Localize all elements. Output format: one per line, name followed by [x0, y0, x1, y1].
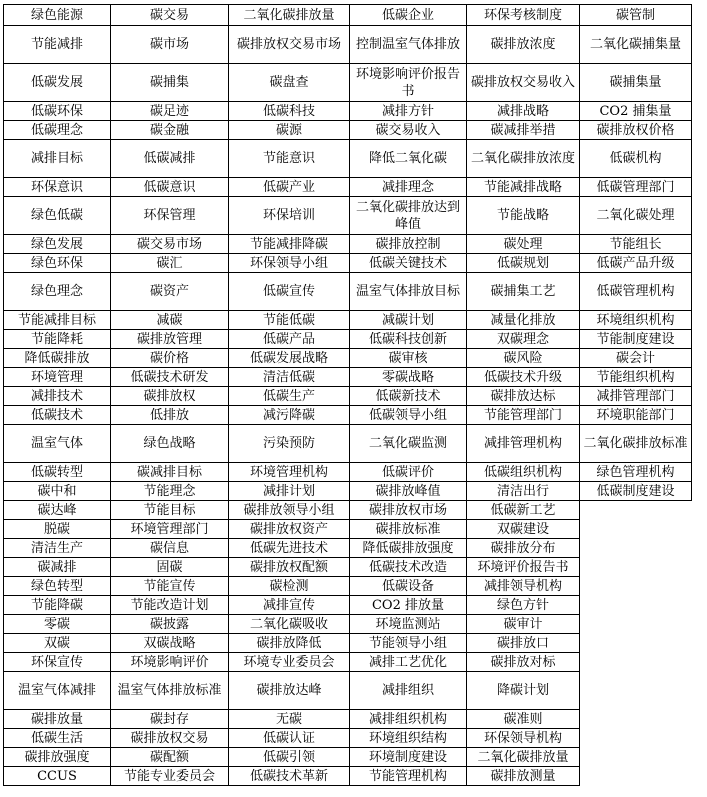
table-cell: 节能管理机构: [350, 767, 467, 786]
table-cell: 碳资产: [111, 273, 229, 311]
table-cell: 节能领导小组: [350, 634, 467, 653]
table-cell: 碳排放权配额: [229, 558, 350, 577]
table-cell: 减排目标: [4, 140, 111, 178]
table-cell: 碳排放权资产: [229, 520, 350, 539]
table-row: [4, 387, 692, 406]
table-cell: 节能组织机构: [580, 368, 692, 387]
table-row: [4, 64, 692, 102]
table-cell: 碳达峰: [4, 501, 111, 520]
table-cell: 节能管理部门: [467, 406, 580, 425]
table-cell: 碳汇: [111, 254, 229, 273]
table-cell: 节能减排: [4, 26, 111, 64]
table-cell: 节能低碳: [229, 311, 350, 330]
table-cell: 绿色低碳: [4, 197, 111, 235]
table-cell: 节能减排目标: [4, 311, 111, 330]
table-cell: 节能宣传: [111, 577, 229, 596]
table-cell: 低碳理念: [4, 121, 111, 140]
table-cell: 二氧化碳排放达到峰值: [350, 197, 467, 235]
table-cell: 减排工艺优化: [350, 653, 467, 672]
table-cell: 碳交易市场: [111, 235, 229, 254]
table-cell: 碳信息: [111, 539, 229, 558]
table-cell: [580, 501, 692, 520]
table-cell: 减排宣传: [229, 596, 350, 615]
table-cell: 碳排放浓度: [467, 26, 580, 64]
table-cell: 减排理念: [350, 178, 467, 197]
table-cell: 碳排放控制: [350, 235, 467, 254]
table-cell: [580, 577, 692, 596]
table-cell: 绿色战略: [111, 425, 229, 463]
table-cell: 低碳机构: [580, 140, 692, 178]
table-cell: 碳金融: [111, 121, 229, 140]
table-cell: 低碳意识: [111, 178, 229, 197]
table-cell: 碳捕集: [111, 64, 229, 102]
table-cell: 节能降耗: [4, 330, 111, 349]
table-cell: 低碳技术革新: [229, 767, 350, 786]
table-cell: 节能减排战略: [467, 178, 580, 197]
table-row: [4, 26, 692, 64]
table-cell: 低碳认证: [229, 729, 350, 748]
table-cell: 固碳: [111, 558, 229, 577]
table-cell: 环境组织结构: [350, 729, 467, 748]
table-cell: 节能战略: [467, 197, 580, 235]
table-row: [4, 539, 692, 558]
table-cell: [580, 539, 692, 558]
table-cell: 节能目标: [111, 501, 229, 520]
table-row: [4, 273, 692, 311]
table-cell: 碳排放领导小组: [229, 501, 350, 520]
table-cell: 减排组织: [350, 672, 467, 710]
table-cell: 碳披露: [111, 615, 229, 634]
table-cell: 低碳领导小组: [350, 406, 467, 425]
table-cell: 碳排放管理: [111, 330, 229, 349]
table-cell: 低排放: [111, 406, 229, 425]
table-cell: [580, 710, 692, 729]
table-cell: 低碳引领: [229, 748, 350, 767]
table-cell: 碳排放峰值: [350, 482, 467, 501]
table-row: [4, 653, 692, 672]
table-cell: 低碳关键技术: [350, 254, 467, 273]
table-row: [4, 121, 692, 140]
table-cell: 低碳管理机构: [580, 273, 692, 311]
table-cell: 碳审计: [467, 615, 580, 634]
table-cell: 低碳技术改造: [350, 558, 467, 577]
table-cell: 环境制度建设: [350, 748, 467, 767]
table-row: [4, 140, 692, 178]
table-cell: 低碳发展: [4, 64, 111, 102]
table-cell: 二氧化碳吸收: [229, 615, 350, 634]
table-cell: 碳市场: [111, 26, 229, 64]
table-row: [4, 672, 692, 710]
table-cell: 低碳发展战略: [229, 349, 350, 368]
table-cell: 双碳战略: [111, 634, 229, 653]
table-cell: 碳减排: [4, 558, 111, 577]
table-cell: 减排技术: [4, 387, 111, 406]
table-cell: 环境管理: [4, 368, 111, 387]
table-cell: [580, 520, 692, 539]
table-cell: 碳排放权交易市场: [229, 26, 350, 64]
table-cell: 低碳产业: [229, 178, 350, 197]
table-cell: 碳会计: [580, 349, 692, 368]
table-cell: 清洁出行: [467, 482, 580, 501]
table-cell: 节能理念: [111, 482, 229, 501]
table-cell: 节能减排降碳: [229, 235, 350, 254]
table-cell: 碳排放权交易: [111, 729, 229, 748]
table-cell: 低碳技术研发: [111, 368, 229, 387]
table-row: [4, 178, 692, 197]
table-cell: 碳减排目标: [111, 463, 229, 482]
table-cell: 环保考核制度: [467, 5, 580, 26]
table-cell: 碳减排举措: [467, 121, 580, 140]
table-cell: 碳源: [229, 121, 350, 140]
table-cell: 污染预防: [229, 425, 350, 463]
table-cell: 控制温室气体排放: [350, 26, 467, 64]
table-cell: 低碳生活: [4, 729, 111, 748]
table-row: [4, 102, 692, 121]
table-cell: 碳准则: [467, 710, 580, 729]
table-cell: 环保领导机构: [467, 729, 580, 748]
table-cell: 环境管理机构: [229, 463, 350, 482]
table-cell: 低碳产品: [229, 330, 350, 349]
table-cell: 减量化排放: [467, 311, 580, 330]
table-cell: 碳审核: [350, 349, 467, 368]
table-row: [4, 5, 692, 26]
table-cell: 环境影响评价: [111, 653, 229, 672]
table-cell: 环保意识: [4, 178, 111, 197]
table-row: [4, 710, 692, 729]
table-row: [4, 748, 692, 767]
table-cell: 碳排放强度: [4, 748, 111, 767]
table-cell: 碳配额: [111, 748, 229, 767]
table-cell: 二氧化碳监测: [350, 425, 467, 463]
table-cell: 低碳设备: [350, 577, 467, 596]
table-cell: 碳检测: [229, 577, 350, 596]
table-cell: 双碳理念: [467, 330, 580, 349]
terms-table-body: [4, 5, 692, 786]
table-cell: 双碳: [4, 634, 111, 653]
table-cell: 低碳减排: [111, 140, 229, 178]
table-cell: 低碳新技术: [350, 387, 467, 406]
table-cell: 减污降碳: [229, 406, 350, 425]
table-cell: 低碳企业: [350, 5, 467, 26]
table-cell: 碳排放口: [467, 634, 580, 653]
table-cell: 低碳先进技术: [229, 539, 350, 558]
table-row: [4, 596, 692, 615]
table-cell: 碳排放权: [111, 387, 229, 406]
carbon-terms-table: [3, 4, 692, 786]
table-cell: 节能意识: [229, 140, 350, 178]
table-cell: 低碳产品升级: [580, 254, 692, 273]
table-cell: 节能降碳: [4, 596, 111, 615]
table-cell: 碳排放降低: [229, 634, 350, 653]
table-cell: 二氧化碳排放量: [229, 5, 350, 26]
table-cell: 碳排放测量: [467, 767, 580, 786]
table-cell: 环保宣传: [4, 653, 111, 672]
table-cell: 无碳: [229, 710, 350, 729]
table-cell: 减排方针: [350, 102, 467, 121]
table-cell: 碳中和: [4, 482, 111, 501]
table-cell: [580, 615, 692, 634]
table-cell: 低碳制度建设: [580, 482, 692, 501]
table-row: [4, 425, 692, 463]
table-row: [4, 577, 692, 596]
table-row: [4, 311, 692, 330]
table-cell: 节能组长: [580, 235, 692, 254]
table-row: [4, 406, 692, 425]
table-cell: 碳管制: [580, 5, 692, 26]
table-cell: [580, 653, 692, 672]
table-cell: 节能专业委员会: [111, 767, 229, 786]
table-cell: 低碳科技创新: [350, 330, 467, 349]
table-cell: 低碳环保: [4, 102, 111, 121]
table-cell: [580, 748, 692, 767]
table-cell: 绿色理念: [4, 273, 111, 311]
table-cell: 碳风险: [467, 349, 580, 368]
table-cell: 二氧化碳排放标准: [580, 425, 692, 463]
table-cell: 降碳计划: [467, 672, 580, 710]
table-cell: 碳盘查: [229, 64, 350, 102]
table-cell: 低碳规划: [467, 254, 580, 273]
table-cell: 低碳评价: [350, 463, 467, 482]
table-cell: 降低碳排放: [4, 349, 111, 368]
table-cell: 减排领导机构: [467, 577, 580, 596]
table-cell: 环境监测站: [350, 615, 467, 634]
table-cell: 碳排放对标: [467, 653, 580, 672]
table-cell: 碳排放分布: [467, 539, 580, 558]
table-cell: 降低二氧化碳: [350, 140, 467, 178]
table-row: [4, 482, 692, 501]
table-cell: [580, 634, 692, 653]
table-cell: 减排管理部门: [580, 387, 692, 406]
table-row: [4, 368, 692, 387]
table-cell: [580, 596, 692, 615]
table-row: [4, 235, 692, 254]
table-cell: 零碳战略: [350, 368, 467, 387]
table-row: [4, 197, 692, 235]
table-row: [4, 349, 692, 368]
table-cell: 环境组织机构: [580, 311, 692, 330]
table-cell: 降低碳排放强度: [350, 539, 467, 558]
table-cell: 减排组织机构: [350, 710, 467, 729]
table-cell: 低碳生产: [229, 387, 350, 406]
table-cell: 碳排放权价格: [580, 121, 692, 140]
table-cell: 清洁生产: [4, 539, 111, 558]
table-cell: 节能制度建设: [580, 330, 692, 349]
table-cell: 清洁低碳: [229, 368, 350, 387]
table-cell: CCUS: [4, 767, 111, 786]
table-cell: 温室气体减排: [4, 672, 111, 710]
table-cell: [580, 767, 692, 786]
table-cell: 二氧化碳捕集量: [580, 26, 692, 64]
table-cell: 低碳管理部门: [580, 178, 692, 197]
table-cell: 环保管理: [111, 197, 229, 235]
table-row: [4, 634, 692, 653]
table-row: [4, 330, 692, 349]
table-cell: 双碳建设: [467, 520, 580, 539]
table-cell: 二氧化碳排放浓度: [467, 140, 580, 178]
table-cell: 减排计划: [229, 482, 350, 501]
table-cell: 节能改造计划: [111, 596, 229, 615]
table-cell: 碳足迹: [111, 102, 229, 121]
table-cell: 减碳: [111, 311, 229, 330]
table-cell: 环境专业委员会: [229, 653, 350, 672]
table-row: [4, 501, 692, 520]
table-row: [4, 729, 692, 748]
table-cell: 绿色方针: [467, 596, 580, 615]
table-cell: 碳排放达峰: [229, 672, 350, 710]
table-cell: 环境影响评价报告书: [350, 64, 467, 102]
table-cell: 温室气体: [4, 425, 111, 463]
table-cell: [580, 558, 692, 577]
table-cell: 碳交易: [111, 5, 229, 26]
table-cell: 脱碳: [4, 520, 111, 539]
table-row: [4, 463, 692, 482]
table-cell: 低碳转型: [4, 463, 111, 482]
table-cell: 绿色管理机构: [580, 463, 692, 482]
table-row: [4, 558, 692, 577]
table-cell: CO2 排放量: [350, 596, 467, 615]
table-cell: 碳排放权市场: [350, 501, 467, 520]
table-cell: 环保培训: [229, 197, 350, 235]
table-cell: 碳捕集量: [580, 64, 692, 102]
table-cell: 碳处理: [467, 235, 580, 254]
table-row: [4, 254, 692, 273]
table-cell: 碳价格: [111, 349, 229, 368]
table-cell: 碳排放达标: [467, 387, 580, 406]
table-cell: 二氧化碳排放量: [467, 748, 580, 767]
table-cell: CO2 捕集量: [580, 102, 692, 121]
table-cell: 低碳技术: [4, 406, 111, 425]
table-cell: 碳封存: [111, 710, 229, 729]
table-row: [4, 615, 692, 634]
table-cell: 环境评价报告书: [467, 558, 580, 577]
table-cell: 低碳宣传: [229, 273, 350, 311]
table-cell: 低碳科技: [229, 102, 350, 121]
table-cell: 碳排放权交易收入: [467, 64, 580, 102]
table-row: [4, 767, 692, 786]
table-cell: 绿色环保: [4, 254, 111, 273]
table-cell: 碳捕集工艺: [467, 273, 580, 311]
table-cell: 环保领导小组: [229, 254, 350, 273]
table-cell: 减碳计划: [350, 311, 467, 330]
table-cell: 碳排放标准: [350, 520, 467, 539]
table-cell: 碳交易收入: [350, 121, 467, 140]
table-cell: 零碳: [4, 615, 111, 634]
table-cell: 碳排放量: [4, 710, 111, 729]
table-cell: 二氧化碳处理: [580, 197, 692, 235]
table-cell: 绿色发展: [4, 235, 111, 254]
table-cell: 绿色转型: [4, 577, 111, 596]
table-cell: 低碳技术升级: [467, 368, 580, 387]
table-cell: [580, 729, 692, 748]
table-cell: 低碳新工艺: [467, 501, 580, 520]
table-row: [4, 520, 692, 539]
table-cell: 低碳组织机构: [467, 463, 580, 482]
table-cell: 环境管理部门: [111, 520, 229, 539]
table-cell: 环境职能部门: [580, 406, 692, 425]
table-cell: [580, 672, 692, 710]
table-cell: 绿色能源: [4, 5, 111, 26]
table-cell: 减排战略: [467, 102, 580, 121]
table-cell: 减排管理机构: [467, 425, 580, 463]
table-cell: 温室气体排放目标: [350, 273, 467, 311]
table-cell: 温室气体排放标准: [111, 672, 229, 710]
